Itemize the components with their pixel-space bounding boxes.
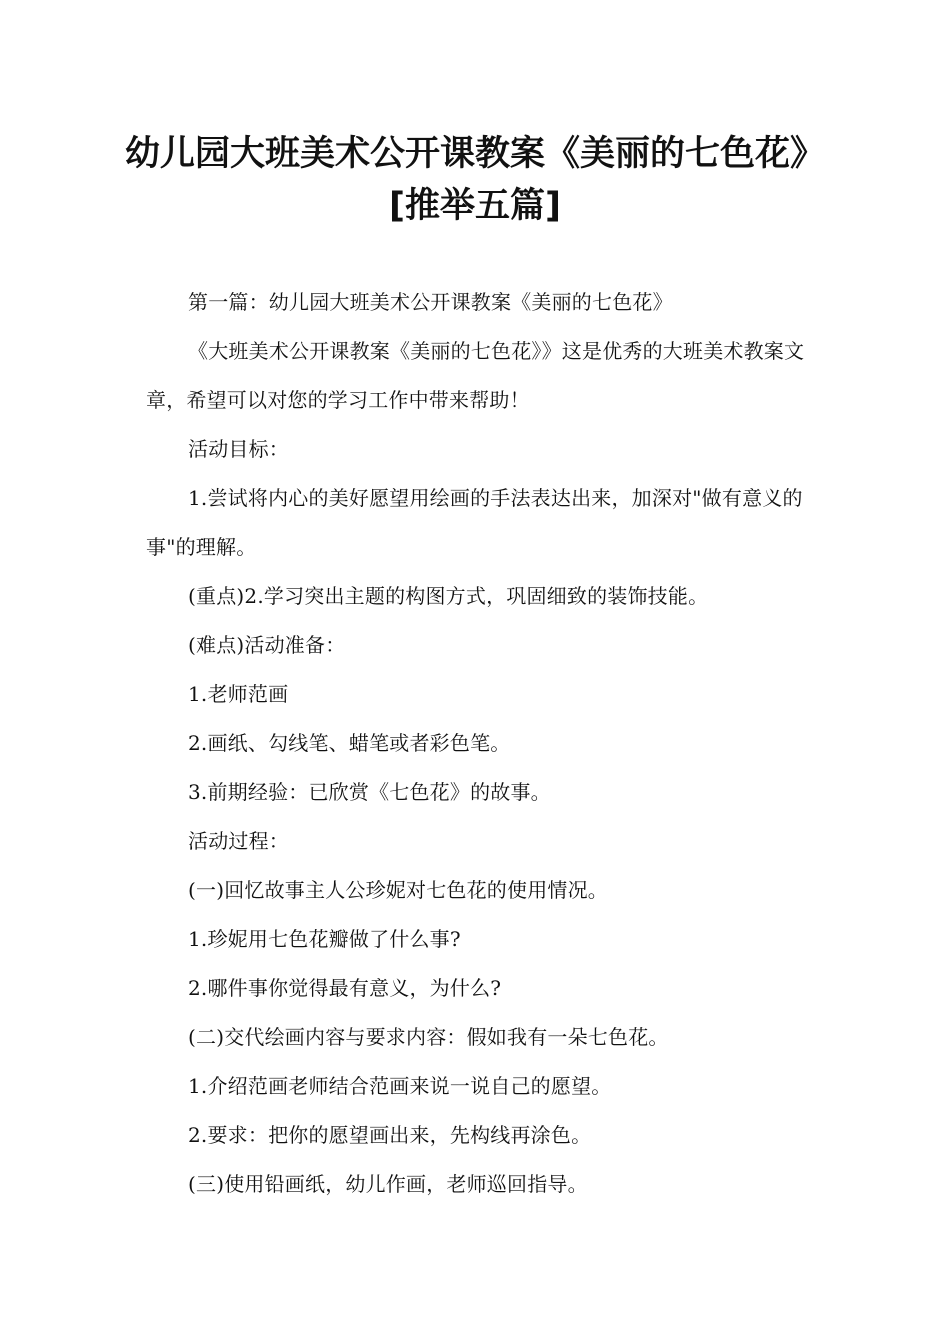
paragraph: 2.要求：把你的愿望画出来，先构线再涂色。 [188,1123,592,1147]
paragraph: 活动过程： [188,829,289,853]
paragraph: (三)使用铅画纸，幼儿作画，老师巡回指导。 [188,1172,588,1196]
paragraph: 第一篇：幼儿园大班美术公开课教案《美丽的七色花》 [188,290,673,314]
paragraph: (难点)活动准备： [188,633,346,657]
paragraph: (重点)2.学习突出主题的构图方式，巩固细致的装饰技能。 [188,584,709,608]
paragraph: 1.珍妮用七色花瓣做了什么事? [188,927,461,951]
paragraph: 《大班美术公开课教案《美丽的七色花》》这是优秀的大班美术教案文章，希望可以对您的学习工作中带来帮助！ [146,339,805,412]
paragraph: 2.画纸、勾线笔、蜡笔或者彩色笔。 [188,731,511,755]
paragraph: 1.介绍范画老师结合范画来说一说自己的愿望。 [188,1074,612,1098]
document-title: 幼儿园大班美术公开课教案《美丽的七色花》[推举五篇] [124,134,825,226]
paragraph: 1.尝试将内心的美好愿望用绘画的手法表达出来，加深对"做有意义的事"的理解。 [146,486,803,559]
paragraph: 2.哪件事你觉得最有意义，为什么? [188,976,502,1000]
paragraph: 活动目标： [188,437,289,461]
paragraph: (二)交代绘画内容与要求内容：假如我有一朵七色花。 [188,1025,669,1049]
paragraph: 1.老师范画 [188,682,289,706]
paragraph: (一)回忆故事主人公珍妮对七色花的使用情况。 [188,878,609,902]
paragraph: 3.前期经验：已欣赏《七色花》的故事。 [188,780,551,804]
document-body [146,278,808,1209]
